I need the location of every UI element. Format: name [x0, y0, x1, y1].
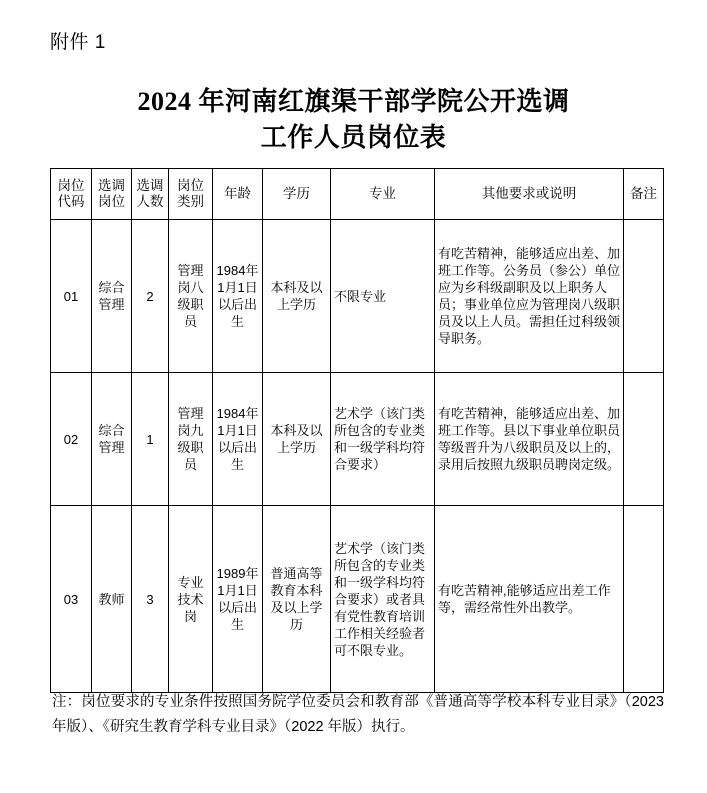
- column-header-remark: 备注: [624, 169, 664, 220]
- column-header-other: 其他要求或说明: [435, 169, 624, 220]
- column-header-age: 年龄: [213, 169, 263, 220]
- cell-age: 1984年1月1日以后出生: [213, 373, 263, 506]
- column-header-education: 学历: [263, 169, 331, 220]
- page-title-line-1: 2024 年河南红旗渠干部学院公开选调: [137, 87, 570, 116]
- attachment-label: 附件 1: [50, 32, 106, 53]
- table-header-row: [51, 169, 664, 220]
- cell-other: 有吃苦精神，能够适应出差、加班工作等。公务员（参公）单位应为乡科级副职及以上职务人员；事业单位应为管理岗八级职员及以上人员。需担任过科级领导职务。: [435, 220, 624, 373]
- cell-major: 艺术学（该门类所包含的专业类和一级学科均符合要求）或者具有党性教育培训工作相关经验者可不限专业。: [331, 506, 435, 693]
- footer-note: 注：岗位要求的专业条件按照国务院学位委员会和教育部《普通高等学校本科专业目录》（2023 年版）、《研究生教育学科专业目录》（2022 年版）执行。: [52, 694, 664, 735]
- cell-code: 02: [51, 373, 92, 506]
- cell-other: 有吃苦精神,能够适应出差工作等，需经常性外出教学。: [435, 506, 624, 693]
- column-header-type: 岗位类别: [169, 169, 213, 220]
- column-header-count: 选调人数: [132, 169, 169, 220]
- cell-remark: [624, 220, 664, 373]
- table-row: [51, 220, 664, 373]
- job-positions-table: [50, 168, 664, 693]
- cell-type: 管理岗八级职员: [169, 220, 213, 373]
- column-header-post: 选调岗位: [92, 169, 132, 220]
- table-row: [51, 373, 664, 506]
- cell-age: 1984年1月1日以后出生: [213, 220, 263, 373]
- cell-remark: [624, 506, 664, 693]
- cell-type: 管理岗九级职员: [169, 373, 213, 506]
- cell-count: 3: [132, 506, 169, 693]
- cell-other: 有吃苦精神，能够适应出差、加班工作等。县以下事业单位职员等级晋升为八级职员及以上的，录用后按照九级职员聘岗定级。: [435, 373, 624, 506]
- cell-major: 艺术学（该门类所包含的专业类和一级学科均符合要求）: [331, 373, 435, 506]
- cell-count: 2: [132, 220, 169, 373]
- cell-major: 不限专业: [331, 220, 435, 373]
- cell-post: 综合管理: [92, 373, 132, 506]
- cell-education: 普通高等教育本科及以上学历: [263, 506, 331, 693]
- cell-remark: [624, 373, 664, 506]
- cell-count: 1: [132, 373, 169, 506]
- cell-education: 本科及以上学历: [263, 373, 331, 506]
- page-title: [0, 84, 707, 156]
- cell-type: 专业技术岗: [169, 506, 213, 693]
- cell-education: 本科及以上学历: [263, 220, 331, 373]
- page-title-line-2: 工作人员岗位表: [260, 123, 447, 152]
- table-row: [51, 506, 664, 693]
- cell-post: 教师: [92, 506, 132, 693]
- cell-post: 综合管理: [92, 220, 132, 373]
- column-header-major: 专业: [331, 169, 435, 220]
- cell-age: 1989年1月1日以后出生: [213, 506, 263, 693]
- cell-code: 01: [51, 220, 92, 373]
- cell-code: 03: [51, 506, 92, 693]
- column-header-code: 岗位代码: [51, 169, 92, 220]
